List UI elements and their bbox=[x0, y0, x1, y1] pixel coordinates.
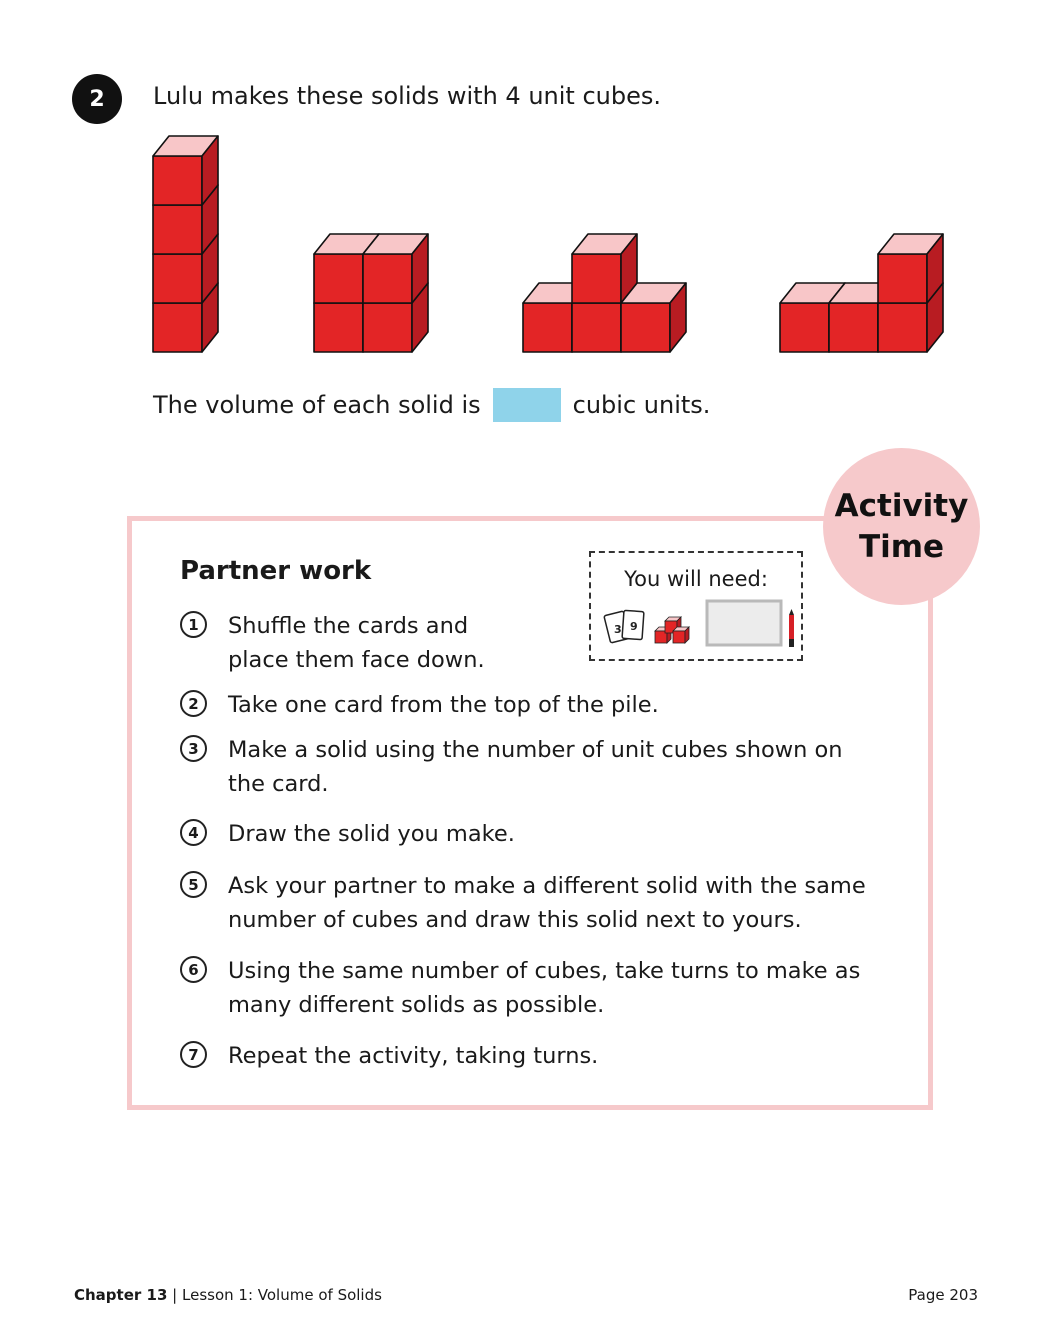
cube-front-face bbox=[153, 303, 202, 352]
footer-separator: | bbox=[172, 1286, 178, 1304]
step-text-line: number of cubes and draw this solid next to yours. bbox=[228, 907, 802, 933]
unit-cubes-icon bbox=[655, 617, 689, 643]
step-number: 4 bbox=[180, 819, 207, 846]
step-text-line: Repeat the activity, taking turns. bbox=[228, 1043, 599, 1069]
step-text bbox=[228, 954, 860, 1022]
step-text-line: place them face down. bbox=[228, 647, 485, 673]
answer-input-box[interactable] bbox=[493, 388, 561, 422]
materials-icons bbox=[599, 599, 799, 655]
step-text-line: Take one card from the top of the pile. bbox=[228, 692, 659, 718]
footer-lesson: Lesson 1: Volume of Solids bbox=[182, 1286, 382, 1304]
whiteboard-icon bbox=[707, 601, 781, 645]
cube-front-face bbox=[878, 303, 927, 352]
step-text-line: Shuffle the cards and bbox=[228, 613, 469, 639]
marker-icon bbox=[789, 609, 794, 647]
step-number: 1 bbox=[180, 611, 207, 638]
step-number: 3 bbox=[180, 735, 207, 762]
step-number: 5 bbox=[180, 871, 207, 898]
step-text bbox=[228, 869, 866, 937]
cube-front-face bbox=[878, 254, 927, 303]
footer-chapter: Chapter 13 bbox=[74, 1286, 168, 1304]
step-number: 7 bbox=[180, 1041, 207, 1068]
step-text bbox=[228, 817, 515, 851]
card-value-1: 3 bbox=[614, 623, 622, 636]
cube-front-face bbox=[621, 303, 670, 352]
materials-label: You will need: bbox=[624, 567, 768, 591]
activity-time-badge bbox=[823, 448, 980, 605]
card-value-2: 9 bbox=[630, 620, 638, 633]
cube-front-face bbox=[363, 303, 412, 352]
question-text: Lulu makes these solids with 4 unit cubes. bbox=[153, 82, 661, 110]
cube-front-face bbox=[363, 254, 412, 303]
cube-front-face bbox=[153, 205, 202, 254]
step-text bbox=[228, 733, 843, 801]
step-text-line: many different solids as possible. bbox=[228, 992, 605, 1018]
footer-page-number: Page 203 bbox=[908, 1286, 978, 1304]
step-text-line: Draw the solid you make. bbox=[228, 821, 515, 847]
activity-badge-line2: Time bbox=[858, 528, 945, 565]
activity-badge-line1: Activity bbox=[834, 487, 969, 524]
partner-work-title: Partner work bbox=[180, 556, 372, 586]
materials-box bbox=[589, 551, 803, 661]
step-text bbox=[228, 1039, 598, 1073]
cube-front-face bbox=[829, 303, 878, 352]
question-number-badge: 2 bbox=[72, 74, 122, 124]
cube-front-face bbox=[314, 254, 363, 303]
unit-cube-solids-illustration bbox=[0, 0, 1040, 370]
step-text-line: Using the same number of cubes, take turns to make as bbox=[228, 958, 861, 984]
step-text-line: the card. bbox=[228, 771, 329, 797]
volume-prefix: The volume of each solid is bbox=[153, 391, 481, 419]
footer-chapter-lesson bbox=[74, 1286, 382, 1304]
cube-front-face bbox=[153, 156, 202, 205]
step-text-line: Make a solid using the number of unit cubes shown on bbox=[228, 737, 843, 763]
cube-front-face bbox=[523, 303, 572, 352]
volume-sentence bbox=[153, 388, 710, 422]
step-text-line: Ask your partner to make a different solid with the same bbox=[228, 873, 866, 899]
step-text bbox=[228, 688, 659, 722]
cube-front-face bbox=[780, 303, 829, 352]
step-number: 2 bbox=[180, 690, 207, 717]
cube-front-face bbox=[153, 254, 202, 303]
cube-front-face bbox=[314, 303, 363, 352]
step-text bbox=[228, 609, 485, 677]
cube-front-face bbox=[572, 303, 621, 352]
number-cards-icon bbox=[604, 610, 644, 643]
cube-front-face bbox=[572, 254, 621, 303]
step-number: 6 bbox=[180, 956, 207, 983]
volume-suffix: cubic units. bbox=[572, 391, 711, 419]
